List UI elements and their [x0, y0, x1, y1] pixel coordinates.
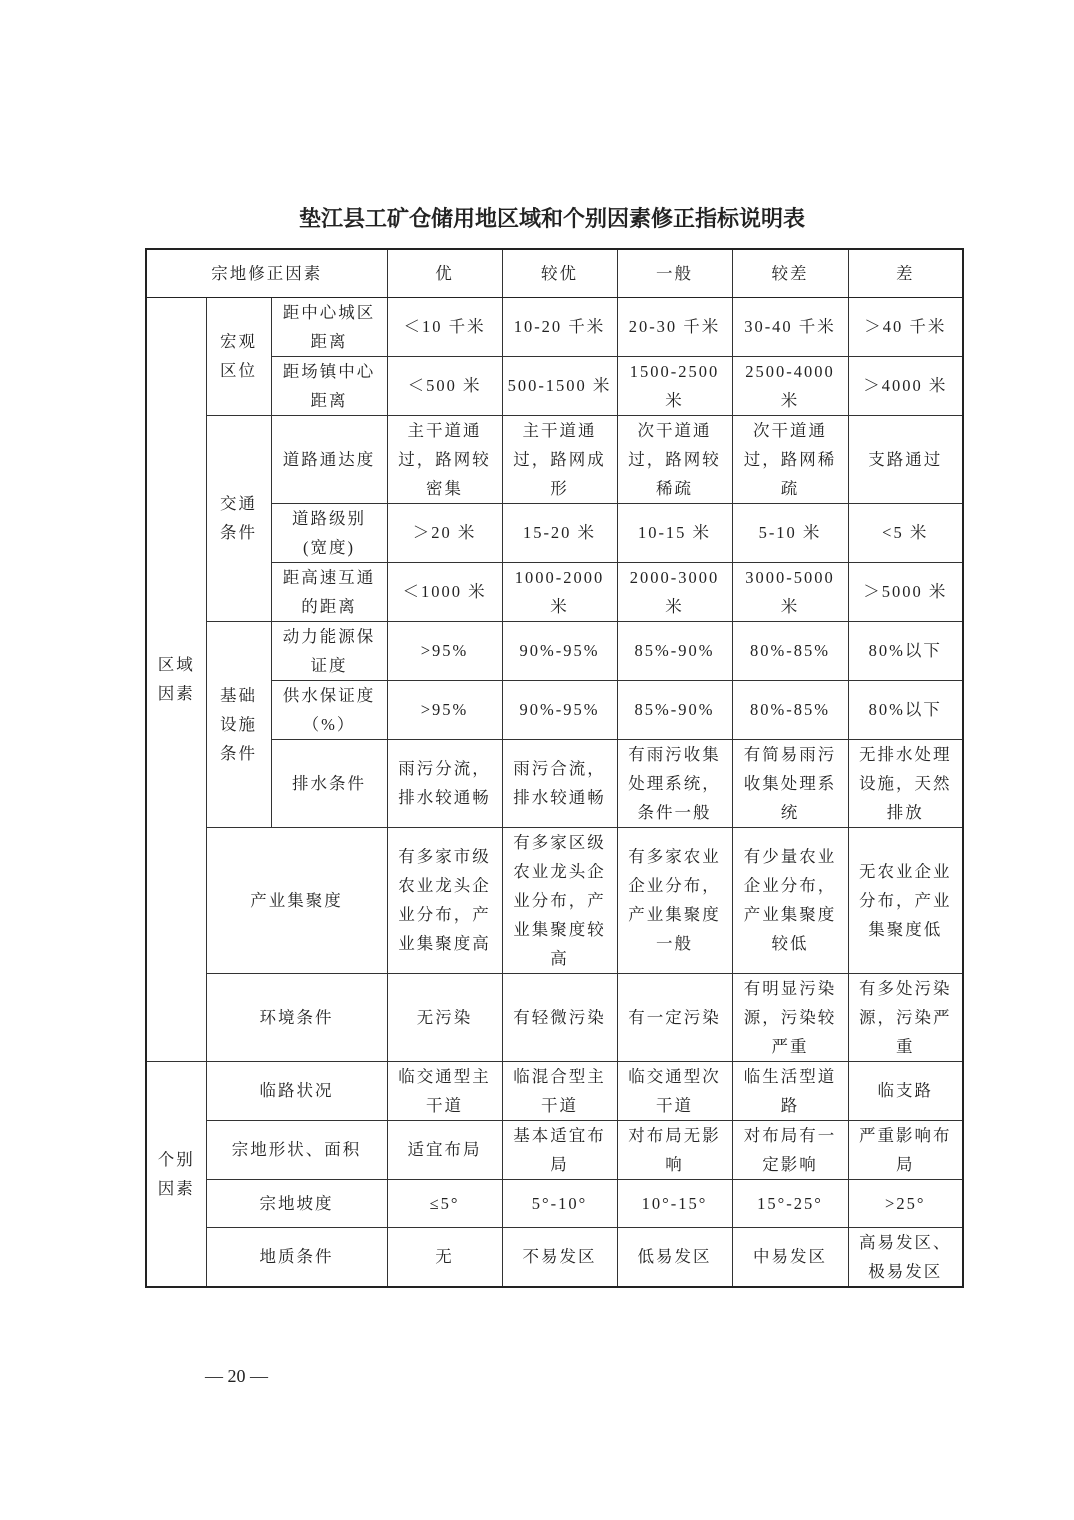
- grade-value: ＞5000 米: [848, 562, 963, 621]
- grade-value: 有多处污染 源，污染严 重: [848, 973, 963, 1061]
- grade-value: 2000-3000 米: [617, 562, 732, 621]
- grade-value: >95%: [387, 680, 502, 739]
- grade-value: 15°-25°: [732, 1179, 848, 1227]
- header-grade: 一般: [617, 249, 732, 297]
- grade-value: 90%-95%: [502, 680, 617, 739]
- grade-value: 30-40 千米: [732, 297, 848, 356]
- grade-value: 雨污合流， 排水较通畅: [502, 739, 617, 827]
- header-grade: 差: [848, 249, 963, 297]
- grade-value: 90%-95%: [502, 621, 617, 680]
- grade-value: 80%-85%: [732, 621, 848, 680]
- factor-label: 临路状况: [206, 1061, 387, 1120]
- grade-value: >95%: [387, 621, 502, 680]
- grade-value: 1500-2500 米: [617, 356, 732, 415]
- grade-value: 高易发区、 极易发区: [848, 1227, 963, 1287]
- grade-value: ＜1000 米: [387, 562, 502, 621]
- header-factor: 宗地修正因素: [146, 249, 387, 297]
- header-grade: 优: [387, 249, 502, 297]
- grade-value: 支路通过: [848, 415, 963, 503]
- grade-value: 2500-4000 米: [732, 356, 848, 415]
- grade-value: 临交通型主 干道: [387, 1061, 502, 1120]
- grade-value: 临支路: [848, 1061, 963, 1120]
- table-row: [146, 1120, 963, 1179]
- grade-value: 有简易雨污 收集处理系 统: [732, 739, 848, 827]
- grade-value: 20-30 千米: [617, 297, 732, 356]
- grade-value: 主干道通 过，路网较 密集: [387, 415, 502, 503]
- group-regional: 区域 因素: [146, 297, 206, 1061]
- grade-value: 5°-10°: [502, 1179, 617, 1227]
- grade-value: ＜10 千米: [387, 297, 502, 356]
- grade-value: 80%以下: [848, 680, 963, 739]
- table-row: [146, 973, 963, 1061]
- factor-label: 距场镇中心 距离: [271, 356, 387, 415]
- grade-value: 85%-90%: [617, 621, 732, 680]
- grade-value: 适宜布局: [387, 1120, 502, 1179]
- grade-value: 80%以下: [848, 621, 963, 680]
- group-individual: 个别 因素: [146, 1061, 206, 1287]
- factor-label: 距中心城区 距离: [271, 297, 387, 356]
- factor-label: 供水保证度 （%）: [271, 680, 387, 739]
- factor-label: 道路级别 (宽度): [271, 503, 387, 562]
- grade-value: 有一定污染: [617, 973, 732, 1061]
- group-infrastructure: 基础 设施 条件: [206, 621, 271, 827]
- grade-value: 临生活型道 路: [732, 1061, 848, 1120]
- table-row: [146, 1179, 963, 1227]
- grade-value: 1000-2000 米: [502, 562, 617, 621]
- grade-value: 10-20 千米: [502, 297, 617, 356]
- grade-value: >25°: [848, 1179, 963, 1227]
- grade-value: 不易发区: [502, 1227, 617, 1287]
- group-macro-location: 宏观 区位: [206, 297, 271, 415]
- grade-value: ＜500 米: [387, 356, 502, 415]
- grade-value: 有轻微污染: [502, 973, 617, 1061]
- grade-value: ＞20 米: [387, 503, 502, 562]
- factor-label: 道路通达度: [271, 415, 387, 503]
- grade-value: ＞40 千米: [848, 297, 963, 356]
- grade-value: 无农业企业 分布，产业 集聚度低: [848, 827, 963, 973]
- table-title: 垫江县工矿仓储用地区域和个别因素修正指标说明表: [298, 206, 805, 232]
- table-row: [146, 1061, 963, 1120]
- grade-value: 有多家市级 农业龙头企 业分布，产 业集聚度高: [387, 827, 502, 973]
- grade-value: ＞4000 米: [848, 356, 963, 415]
- grade-value: 对布局无影 响: [617, 1120, 732, 1179]
- grade-value: 有雨污收集 处理系统， 条件一般: [617, 739, 732, 827]
- grade-value: <5 米: [848, 503, 963, 562]
- grade-value: 3000-5000 米: [732, 562, 848, 621]
- grade-value: 500-1500 米: [502, 356, 617, 415]
- grade-value: 15-20 米: [502, 503, 617, 562]
- table-row: [146, 827, 963, 973]
- grade-value: 临交通型次 干道: [617, 1061, 732, 1120]
- grade-value: 无: [387, 1227, 502, 1287]
- table-row: [146, 297, 963, 356]
- grade-value: 有明显污染 源，污染较 严重: [732, 973, 848, 1061]
- grade-value: 雨污分流， 排水较通畅: [387, 739, 502, 827]
- grade-value: ≤5°: [387, 1179, 502, 1227]
- grade-value: 5-10 米: [732, 503, 848, 562]
- correction-index-table: [145, 248, 964, 1288]
- table-row: [146, 1227, 963, 1287]
- header-row: [146, 249, 963, 297]
- factor-label: 产业集聚度: [206, 827, 387, 973]
- grade-value: 80%-85%: [732, 680, 848, 739]
- page-number: — 20 —: [205, 1366, 268, 1386]
- grade-value: 10°-15°: [617, 1179, 732, 1227]
- grade-value: 有少量农业 企业分布， 产业集聚度 较低: [732, 827, 848, 973]
- grade-value: 无排水处理 设施，天然 排放: [848, 739, 963, 827]
- grade-value: 无污染: [387, 973, 502, 1061]
- factor-label: 环境条件: [206, 973, 387, 1061]
- factor-label: 排水条件: [271, 739, 387, 827]
- grade-value: 85%-90%: [617, 680, 732, 739]
- group-traffic: 交通 条件: [206, 415, 271, 621]
- grade-value: 主干道通 过，路网成 形: [502, 415, 617, 503]
- grade-value: 次干道通 过，路网较 稀疏: [617, 415, 732, 503]
- header-grade: 较优: [502, 249, 617, 297]
- factor-label: 动力能源保 证度: [271, 621, 387, 680]
- grade-value: 有多家农业 企业分布， 产业集聚度 一般: [617, 827, 732, 973]
- table-row: [146, 415, 963, 503]
- grade-value: 中易发区: [732, 1227, 848, 1287]
- header-grade: 较差: [732, 249, 848, 297]
- factor-label: 地质条件: [206, 1227, 387, 1287]
- grade-value: 10-15 米: [617, 503, 732, 562]
- grade-value: 次干道通 过，路网稀 疏: [732, 415, 848, 503]
- factor-label: 宗地坡度: [206, 1179, 387, 1227]
- grade-value: 低易发区: [617, 1227, 732, 1287]
- factor-label: 宗地形状、面积: [206, 1120, 387, 1179]
- grade-value: 有多家区级 农业龙头企 业分布，产 业集聚度较 高: [502, 827, 617, 973]
- grade-value: 对布局有一 定影响: [732, 1120, 848, 1179]
- table-row: [146, 621, 963, 680]
- grade-value: 基本适宜布 局: [502, 1120, 617, 1179]
- grade-value: 严重影响布 局: [848, 1120, 963, 1179]
- factor-label: 距高速互通 的距离: [271, 562, 387, 621]
- grade-value: 临混合型主 干道: [502, 1061, 617, 1120]
